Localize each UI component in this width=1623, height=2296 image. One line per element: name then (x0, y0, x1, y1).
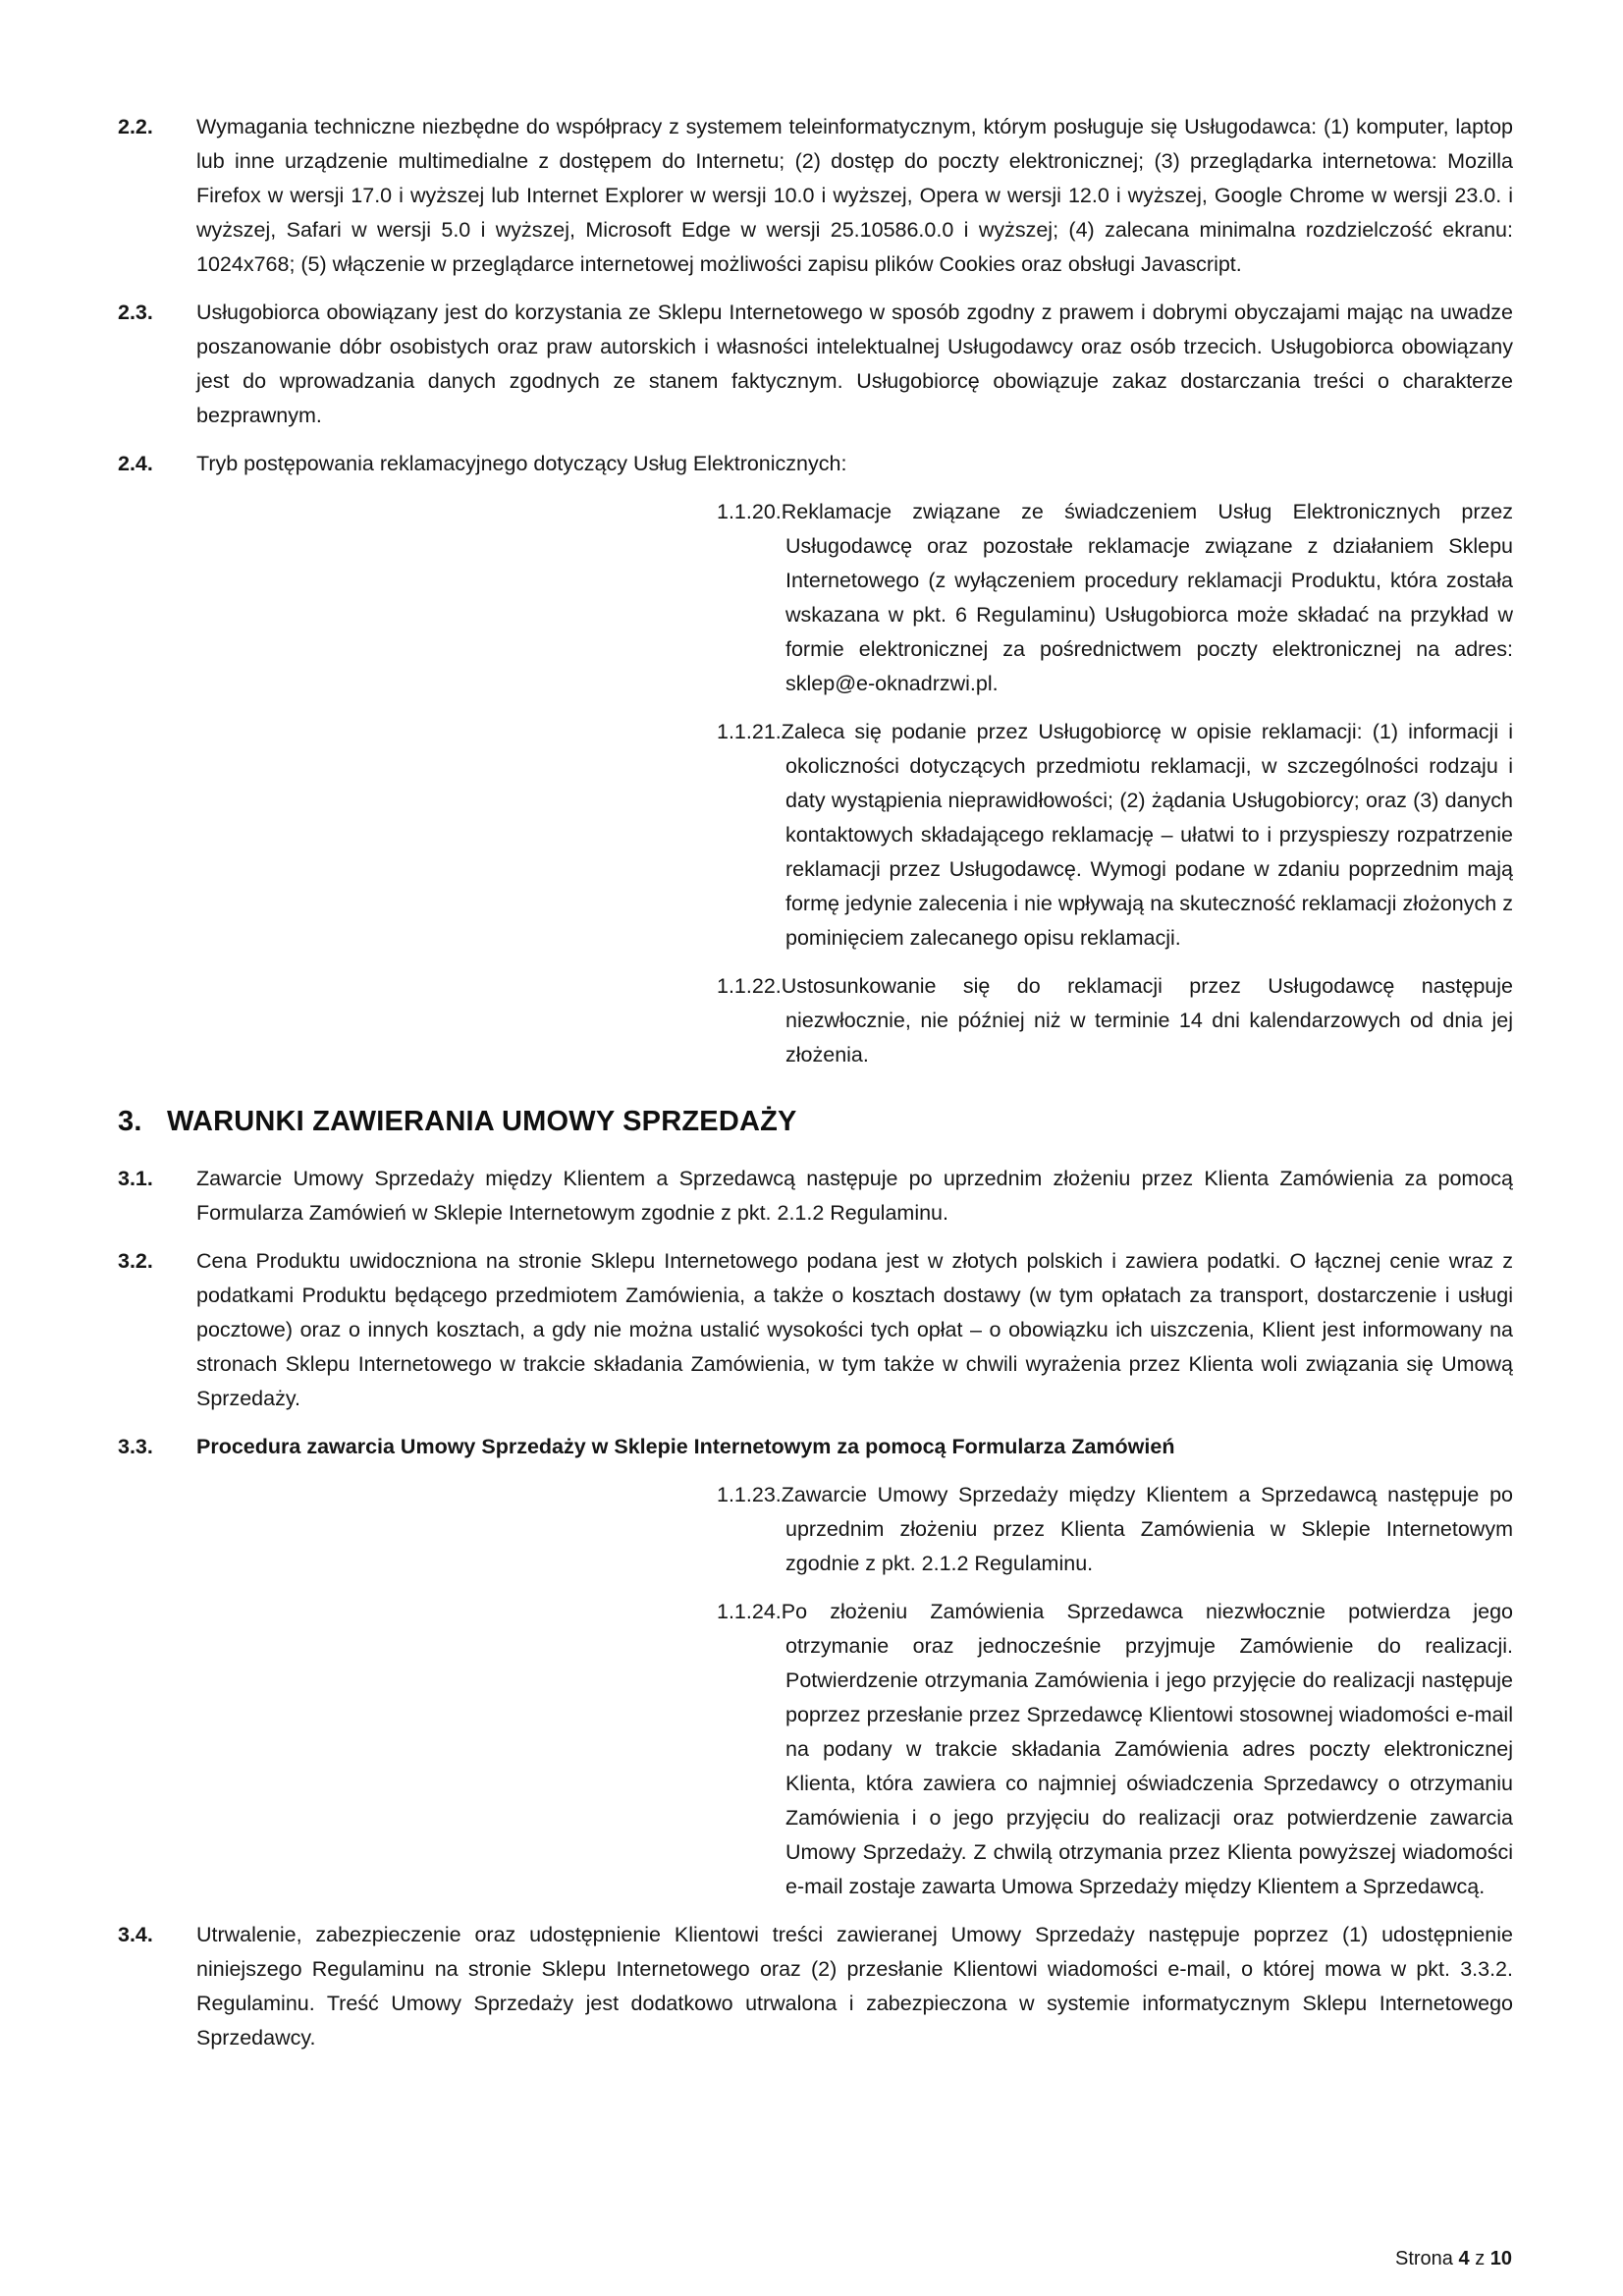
content-area (118, 110, 1513, 2069)
item-number: 3.2. (118, 1249, 153, 1273)
sub-item-number: 1.1.22. (717, 974, 782, 998)
sub-item-text-block (717, 969, 1513, 1072)
sub-item-text-block (717, 1595, 1513, 1904)
list-item (118, 1918, 1513, 2055)
sub-list-item (717, 1478, 1513, 1581)
sub-list-item (717, 495, 1513, 701)
heading-number: 3. (118, 1106, 142, 1137)
list-item (118, 1244, 1513, 1416)
item-text: Wymagania techniczne niezbędne do współpracy z systemem teleinformatycznym, którym posługuje się Usługodawca: (1) komputer, laptop lub inne urządzenie multimedialne z dostępem do Internetu; (2) dostęp do poczty elektronicznej; (3) przeglądarka internetowa: Mozilla Firefox w wersji 17.0 i wyższej lub Internet Explorer w wersji 10.0 i wyższej, Opera w wersji 12.0 i wyższej, Google Chrome w wersji 23.0. i wyższej, Safari w wersji 5.0 i wyższej, Microsoft Edge w wersji 25.10586.0.0 i wyższej; (4) zalecana minimalna rozdzielczość ekranu: 1024x768; (5) włączenie w przeglądarce internetowej możliwości zapisu plików Cookies oraz obsługi Javascript. (196, 115, 1513, 276)
list-item (118, 1430, 1513, 1464)
item-number: 2.2. (118, 115, 153, 138)
heading-text: WARUNKI ZAWIERANIA UMOWY SPRZEDAŻY (167, 1106, 797, 1137)
section-heading (118, 1106, 1513, 1138)
item-number: 2.4. (118, 452, 153, 475)
sub-item-text-block (717, 1478, 1513, 1581)
sub-item-number: 1.1.23. (717, 1483, 782, 1506)
sub-item-number: 1.1.20. (717, 500, 782, 523)
sub-item-number: 1.1.24. (717, 1600, 782, 1623)
footer-page-number: 4 (1458, 2248, 1470, 2269)
sub-item-text: Zawarcie Umowy Sprzedaży między Klientem a Sprzedawcą następuje po uprzednim złożeniu przez Klienta Zamówienia w Sklepie Internetowym zgodnie z pkt. 2.1.2 Regulaminu. (781, 1483, 1513, 1575)
item-number: 3.1. (118, 1167, 153, 1190)
item-text: Utrwalenie, zabezpieczenie oraz udostępnienie Klientowi treści zawieranej Umowy Sprzedaży następuje poprzez (1) udostępnienie niniejszego Regulaminu na stronie Sklepu Internetowego oraz (2) przesłanie Klientowi wiadomości e-mail, o której mowa w pkt. 3.3.2. Regulaminu. Treść Umowy Sprzedaży jest dodatkowo utrwalona i zabezpieczona w systemie informatycznym Sklepu Internetowego Sprzedawcy. (196, 1923, 1513, 2050)
list-item (118, 1162, 1513, 1230)
list-item (118, 296, 1513, 433)
item-text: Procedura zawarcia Umowy Sprzedaży w Sklepie Internetowym za pomocą Formularza Zamówień (196, 1435, 1175, 1458)
sub-list-item (717, 1595, 1513, 1904)
sub-item-text: Po złożeniu Zamówienia Sprzedawca niezwłocznie potwierdza jego otrzymanie oraz jednocześnie przyjmuje Zamówienie do realizacji. Potwierdzenie otrzymania Zamówienia i jego przyjęcie do realizacji następuje poprzez przesłanie przez Sprzedawcę Klientowi stosownej wiadomości e-mail na podany w trakcie składania Zamówienia adres poczty elektronicznej Klienta, która zawiera co najmniej oświadczenia Sprzedawcy o otrzymaniu Zamówienia i o jego przyjęciu do realizacji oraz potwierdzenie zawarcia Umowy Sprzedaży. Z chwilą otrzymania przez Klienta powyższej wiadomości e-mail zostaje zawarta Umowa Sprzedaży między Klientem a Sprzedawcą. (781, 1600, 1513, 1898)
item-text: Usługobiorca obowiązany jest do korzystania ze Sklepu Internetowego w sposób zgodny z prawem i dobrymi obyczajami mając na uwadze poszanowanie dóbr osobistych oraz praw autorskich i własności intelektualnej Usługodawcy oraz osób trzecich. Usługobiorca obowiązany jest do wprowadzania danych zgodnych ze stanem faktycznym. Usługobiorcę obowiązuje zakaz dostarczania treści o charakterze bezprawnym. (196, 301, 1513, 427)
sub-item-text: Zaleca się podanie przez Usługobiorcę w opisie reklamacji: (1) informacji i okoliczności dotyczących przedmiotu reklamacji, w szczególności rodzaju i daty wystąpienia nieprawidłowości; (2) żądania Usługobiorcy; oraz (3) danych kontaktowych składającego reklamację – ułatwi to i przyspieszy rozpatrzenie reklamacji przez Usługodawcę. Wymogi podane w zdaniu poprzednim mają formę jedynie zalecenia i nie wpływają na skuteczność reklamacji złożonych z pominięciem zalecanego opisu reklamacji. (781, 720, 1513, 950)
item-number: 3.4. (118, 1923, 153, 1946)
item-text: Zawarcie Umowy Sprzedaży między Klientem a Sprzedawcą następuje po uprzednim złożeniu przez Klienta Zamówienia za pomocą Formularza Zamówień w Sklepie Internetowym zgodnie z pkt. 2.1.2 Regulaminu. (196, 1167, 1513, 1225)
list-item (118, 110, 1513, 282)
footer-total-pages: 10 (1489, 2248, 1512, 2269)
sub-item-number: 1.1.21. (717, 720, 782, 743)
item-number: 3.3. (118, 1435, 153, 1458)
sub-item-text-block (717, 495, 1513, 701)
sub-list-item (717, 969, 1513, 1072)
sub-list-item (717, 715, 1513, 956)
item-text: Tryb postępowania reklamacyjnego dotyczący Usług Elektronicznych: (196, 452, 847, 475)
list-item (118, 447, 1513, 481)
sub-item-text: Reklamacje związane ze świadczeniem Usług Elektronicznych przez Usługodawcę oraz pozostałe reklamacje związane z działaniem Sklepu Internetowego (z wyłączeniem procedury reklamacji Produktu, która została wskazana w pkt. 6 Regulaminu) Usługobiorca może składać na przykład w formie elektronicznej za pośrednictwem poczty elektronicznej na adres: sklep@e-oknadrzwi.pl. (781, 500, 1513, 695)
page-footer (1395, 2248, 1512, 2270)
item-number: 2.3. (118, 301, 153, 324)
footer-of-label: z (1475, 2248, 1486, 2269)
footer-page-label: Strona (1395, 2248, 1453, 2269)
sub-item-text-block (717, 715, 1513, 956)
item-text: Cena Produktu uwidoczniona na stronie Sklepu Internetowego podana jest w złotych polskich i zawiera podatki. O łącznej cenie wraz z podatkami Produktu będącego przedmiotem Zamówienia, a także o kosztach dostawy (w tym opłatach za transport, dostarczenie i usługi pocztowe) oraz o innych kosztach, a gdy nie można ustalić wysokości tych opłat – o obowiązku ich uiszczenia, Klient jest informowany na stronach Sklepu Internetowego w trakcie składania Zamówienia, w tym także w chwili wyrażenia przez Klienta woli związania się Umową Sprzedaży. (196, 1249, 1513, 1410)
sub-item-text: Ustosunkowanie się do reklamacji przez Usługodawcę następuje niezwłocznie, nie później niż w terminie 14 dni kalendarzowych od dnia jej złożenia. (781, 974, 1513, 1066)
